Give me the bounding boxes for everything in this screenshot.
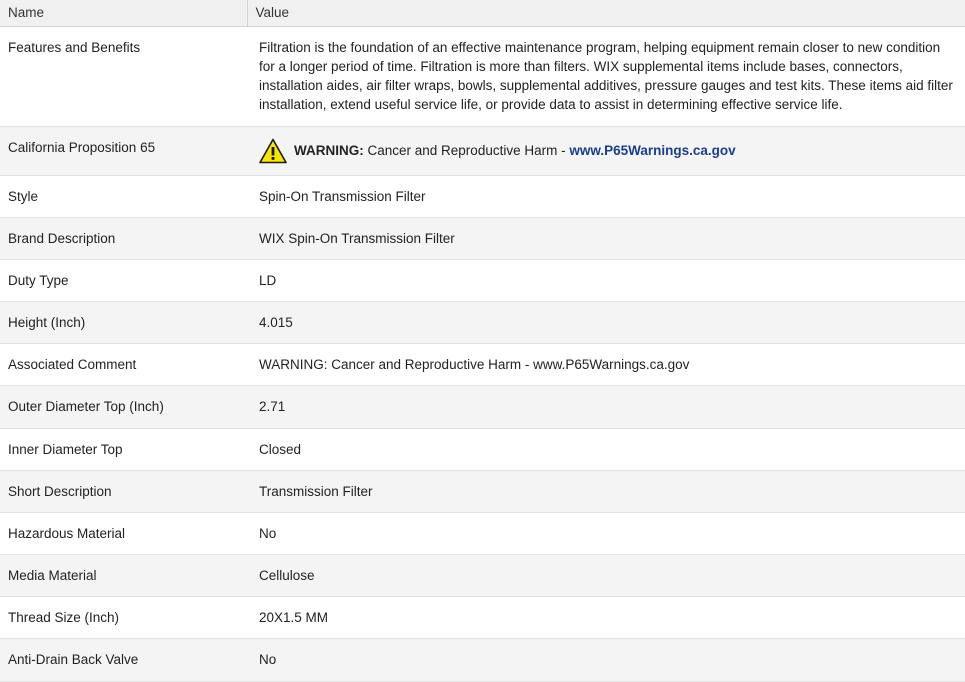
row-value: 20X1.5 MM	[247, 597, 965, 639]
column-header-value: Value	[247, 0, 965, 27]
prop65-warning-text	[294, 142, 736, 160]
warning-label: WARNING:	[294, 142, 364, 158]
table-row	[0, 428, 965, 470]
table-row	[0, 344, 965, 386]
row-label: Hazardous Material	[0, 512, 247, 554]
row-value: Spin-On Transmission Filter	[247, 175, 965, 217]
row-value	[247, 126, 965, 175]
table-row	[0, 175, 965, 217]
table-row	[0, 386, 965, 428]
table-row	[0, 555, 965, 597]
table-row	[0, 639, 965, 681]
table-row	[0, 217, 965, 259]
p65-warnings-link[interactable]: www.P65Warnings.ca.gov	[569, 142, 736, 158]
row-label: Media Material	[0, 555, 247, 597]
row-label: Brand Description	[0, 217, 247, 259]
row-value: LD	[247, 259, 965, 301]
warning-triangle-icon	[259, 138, 287, 164]
row-label: Style	[0, 175, 247, 217]
table-row	[0, 302, 965, 344]
row-label: Duty Type	[0, 259, 247, 301]
row-value: WARNING: Cancer and Reproductive Harm - www.P65Warnings.ca.gov	[247, 344, 965, 386]
table-row	[0, 27, 965, 127]
row-value: WIX Spin-On Transmission Filter	[247, 217, 965, 259]
table-row	[0, 512, 965, 554]
warning-body: Cancer and Reproductive Harm -	[363, 142, 570, 158]
row-value: 2.71	[247, 386, 965, 428]
row-label: California Proposition 65	[0, 126, 247, 175]
column-header-name: Name	[0, 0, 247, 27]
row-label: Outer Diameter Top (Inch)	[0, 386, 247, 428]
table-row	[0, 470, 965, 512]
table-row	[0, 126, 965, 175]
table-header	[0, 0, 965, 27]
row-label: Features and Benefits	[0, 27, 247, 127]
row-label: Anti-Drain Back Valve	[0, 639, 247, 681]
row-label: Short Description	[0, 470, 247, 512]
table-row	[0, 597, 965, 639]
row-label: Associated Comment	[0, 344, 247, 386]
prop65-warning	[259, 138, 957, 164]
row-value: Closed	[247, 428, 965, 470]
table-body	[0, 27, 965, 682]
features-and-benefits-text: Filtration is the foundation of an effective maintenance program, helping equipment remain closer to new condition for a longer period of time. Filtration is more than filters. WIX supplemental items include bases, connectors, installation aides, air filter wraps, bowls, supplemental additives, pressure gauges and test kits. These items aid filter installation, extend useful service life, or provide data to assist in determining effective service life.	[259, 40, 953, 113]
row-value: No	[247, 512, 965, 554]
row-label: Height (Inch)	[0, 302, 247, 344]
table-row	[0, 259, 965, 301]
row-value: No	[247, 639, 965, 681]
row-value: Cellulose	[247, 555, 965, 597]
row-label: Inner Diameter Top	[0, 428, 247, 470]
row-value: Transmission Filter	[247, 470, 965, 512]
table-header-row	[0, 0, 965, 27]
row-value: 4.015	[247, 302, 965, 344]
row-label: Thread Size (Inch)	[0, 597, 247, 639]
row-value	[247, 27, 965, 127]
